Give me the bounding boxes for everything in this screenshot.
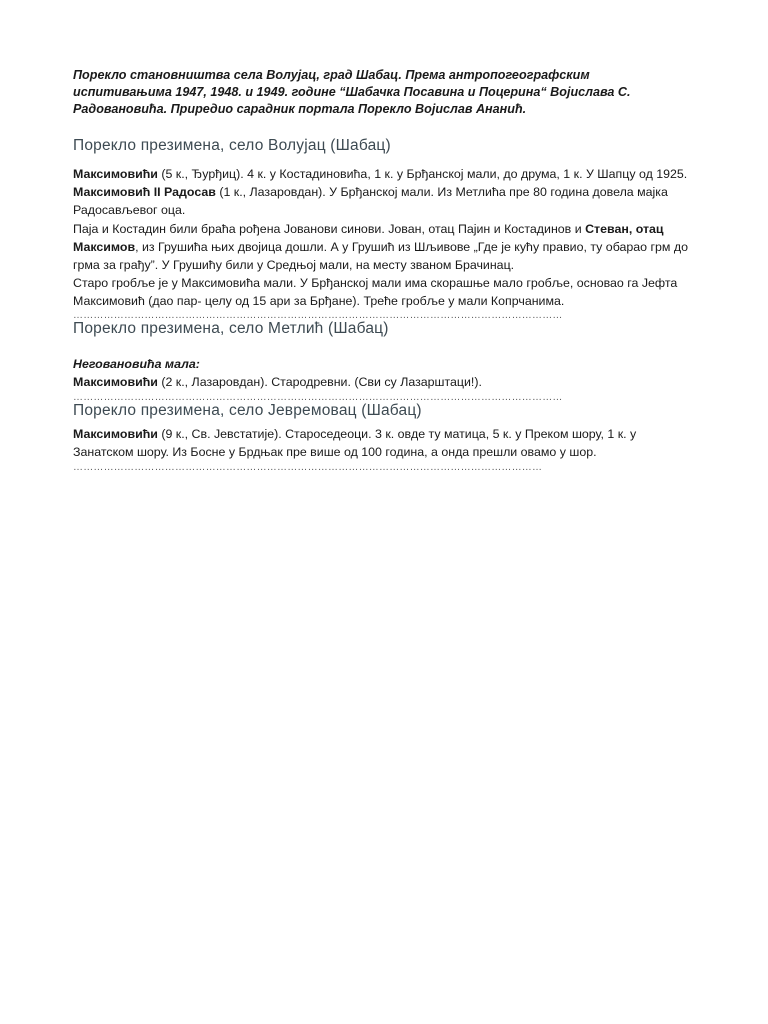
- entry-text: (5 к., Ђурђиц). 4 к. у Костадиновића, 1 к. у Брђанској мали, до друма, 1 к. У Шапцу од 1925.: [157, 167, 688, 181]
- graveyard-paragraph: Старо гробље је у Максимовића мали. У Брђанској мали има скорашње мало гробље, основао га Јефта Максимовић (дао пар- целу од 15 ари за Брђане). Треће гробље у мали Копрчанима.: [73, 276, 678, 309]
- history-text-c: , из Грушића њих двојица дошли. А у Грушић из Шљивове „Где је кућу правио, ту обарао грм до грма за грађу”. У Грушићу били у Средњој мали, на месту званом Брачинац.: [73, 239, 689, 273]
- surname-label: Максимовић II Радосав: [73, 185, 216, 200]
- surname-label: Максимовићи: [73, 426, 158, 441]
- subheading-negovanovica-mala: Негованoвића мала:: [73, 356, 200, 371]
- dotted-separator: ………………………………………………………………………………………………………………………………: [73, 310, 563, 321]
- intro-paragraph: Порекло становништва села Волујац, град Шабац. Према антропогеографским испитивањима 1947, 1948. и 1949. године “Шабачка Посавина и Поцерина“ Војислава С. Радовановића. Приредио сарадник портала Порекло Војислав Ананић.: [73, 68, 631, 116]
- entry-maksimovici-volujac: [73, 165, 695, 183]
- entry-maksimovic-radosav: [73, 183, 695, 219]
- entry-maksimovici-metlic: [73, 373, 695, 391]
- history-text-a: Паја и Костадин били браћа рођена Јованови синови. Јован, отац Пајин и Костадинов и: [73, 221, 586, 236]
- dotted-separator: …………………………………………………………………………………………………………………………: [73, 463, 543, 474]
- section-title-volujac: Порекло презимена, село Волујац (Шабац): [73, 137, 391, 154]
- surname-label: Максимовићи: [73, 374, 158, 389]
- entry-text: (1 к., Лазаровдан). У Брђанској мали. Из Метлића пре 80 година довела мајка Радосављевог оца.: [73, 185, 668, 218]
- surname-label: Максимовићи: [73, 167, 158, 181]
- entry-text: (2 к., Лазаровдан). Стародревни. (Сви су Лазарштаци!).: [157, 374, 482, 389]
- dotted-separator: ………………………………………………………………………………………………………………………………: [73, 392, 563, 403]
- section-title-metlic: Порекло презимена, село Метлић (Шабац): [73, 319, 389, 337]
- history-bold-text: Стеван, отац Максимов: [73, 221, 664, 254]
- entry-maksimovici-jevremovac: [73, 425, 695, 461]
- section-title-jevremovac: Порекло презимена, село Јевремовац (Шабац): [73, 401, 422, 419]
- history-paragraph: [73, 220, 695, 275]
- entry-text: (9 к., Св. Јевстатије). Староседеоци. 3 к. овде ту матица, 5 к. у Преком шору, 1 к. у Занатском шору. Из Босне у Брдњак пре више од 100 година, а онда прешли овамо у шор.: [73, 426, 637, 460]
